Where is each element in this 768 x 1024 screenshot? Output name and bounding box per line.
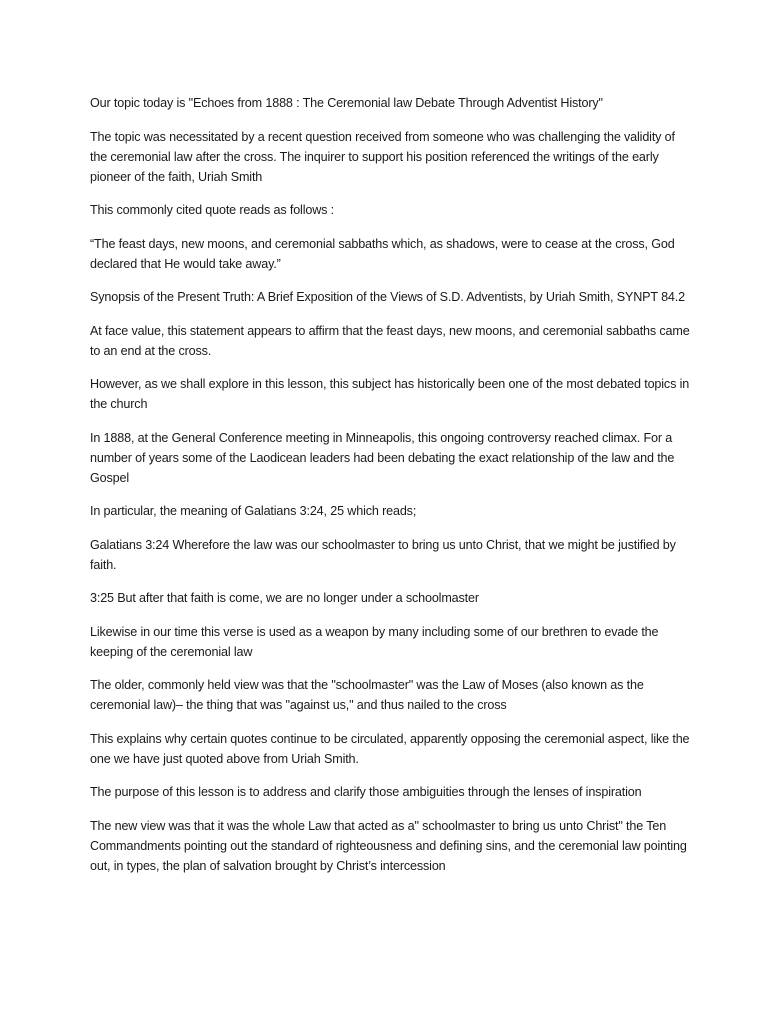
paragraph-older-view: The older, commonly held view was that the "schoolmaster" was the Law of Moses (also known as the ceremonial law)– the thing that was "against us," and thus nailed to the cross <box>90 678 644 712</box>
paragraph-1888: In 1888, at the General Conference meeting in Minneapolis, this ongoing controversy reached climax. For a number of years some of the Laodicean leaders had been debating the exact relationship of the law and the Gospel <box>90 430 675 485</box>
paragraph-topic: Our topic today is "Echoes from 1888 : The Ceremonial law Debate Through Adventist History" <box>90 96 603 110</box>
paragraph-galatians-3-24: Galatians 3:24 Wherefore the law was our schoolmaster to bring us unto Christ, that we might be justified by faith. <box>90 537 676 572</box>
paragraph-face-value: At face value, this statement appears to affirm that the feast days, new moons, and ceremonial sabbaths came to an end at the cross. <box>90 323 690 358</box>
document-body <box>90 93 690 889</box>
paragraph-new-view: The new view was that it was the whole Law that acted as a" schoolmaster to bring us unto Christ" the Ten Commandments pointing out the standard of righteousness and defining sins, and the ceremonial law pointing out, in types, the plan of salvation brought by Christ’s intercession <box>90 818 687 873</box>
paragraph-necessity: The topic was necessitated by a recent question received from someone who was challenging the validity of the ceremonial law after the cross. The inquirer to support his position referenced the writings of the early pioneer of the faith, Uriah Smith <box>90 129 675 184</box>
paragraph-galatians-intro: In particular, the meaning of Galatians 3:24, 25 which reads; <box>90 504 417 518</box>
paragraph-purpose: The purpose of this lesson is to address and clarify those ambiguities through the lenses of inspiration <box>90 785 642 799</box>
paragraph-explains: This explains why certain quotes continue to be circulated, apparently opposing the ceremonial aspect, like the one we have just quoted above from Uriah Smith. <box>90 731 690 766</box>
paragraph-citation: Synopsis of the Present Truth: A Brief Exposition of the Views of S.D. Adventists, by Uriah Smith, SYNPT 84.2 <box>90 290 685 304</box>
paragraph-galatians-3-25: 3:25 But after that faith is come, we are no longer under a schoolmaster <box>90 591 479 605</box>
paragraph-quote: “The feast days, new moons, and ceremonial sabbaths which, as shadows, were to cease at the cross, God declared that He would take away.” <box>90 236 675 271</box>
paragraph-weapon: Likewise in our time this verse is used as a weapon by many including some of our brethren to evade the keeping of the ceremonial law <box>90 624 659 659</box>
paragraph-debated: However, as we shall explore in this lesson, this subject has historically been one of the most debated topics in the church <box>90 377 690 411</box>
paragraph-quote-intro: This commonly cited quote reads as follows : <box>90 203 334 217</box>
